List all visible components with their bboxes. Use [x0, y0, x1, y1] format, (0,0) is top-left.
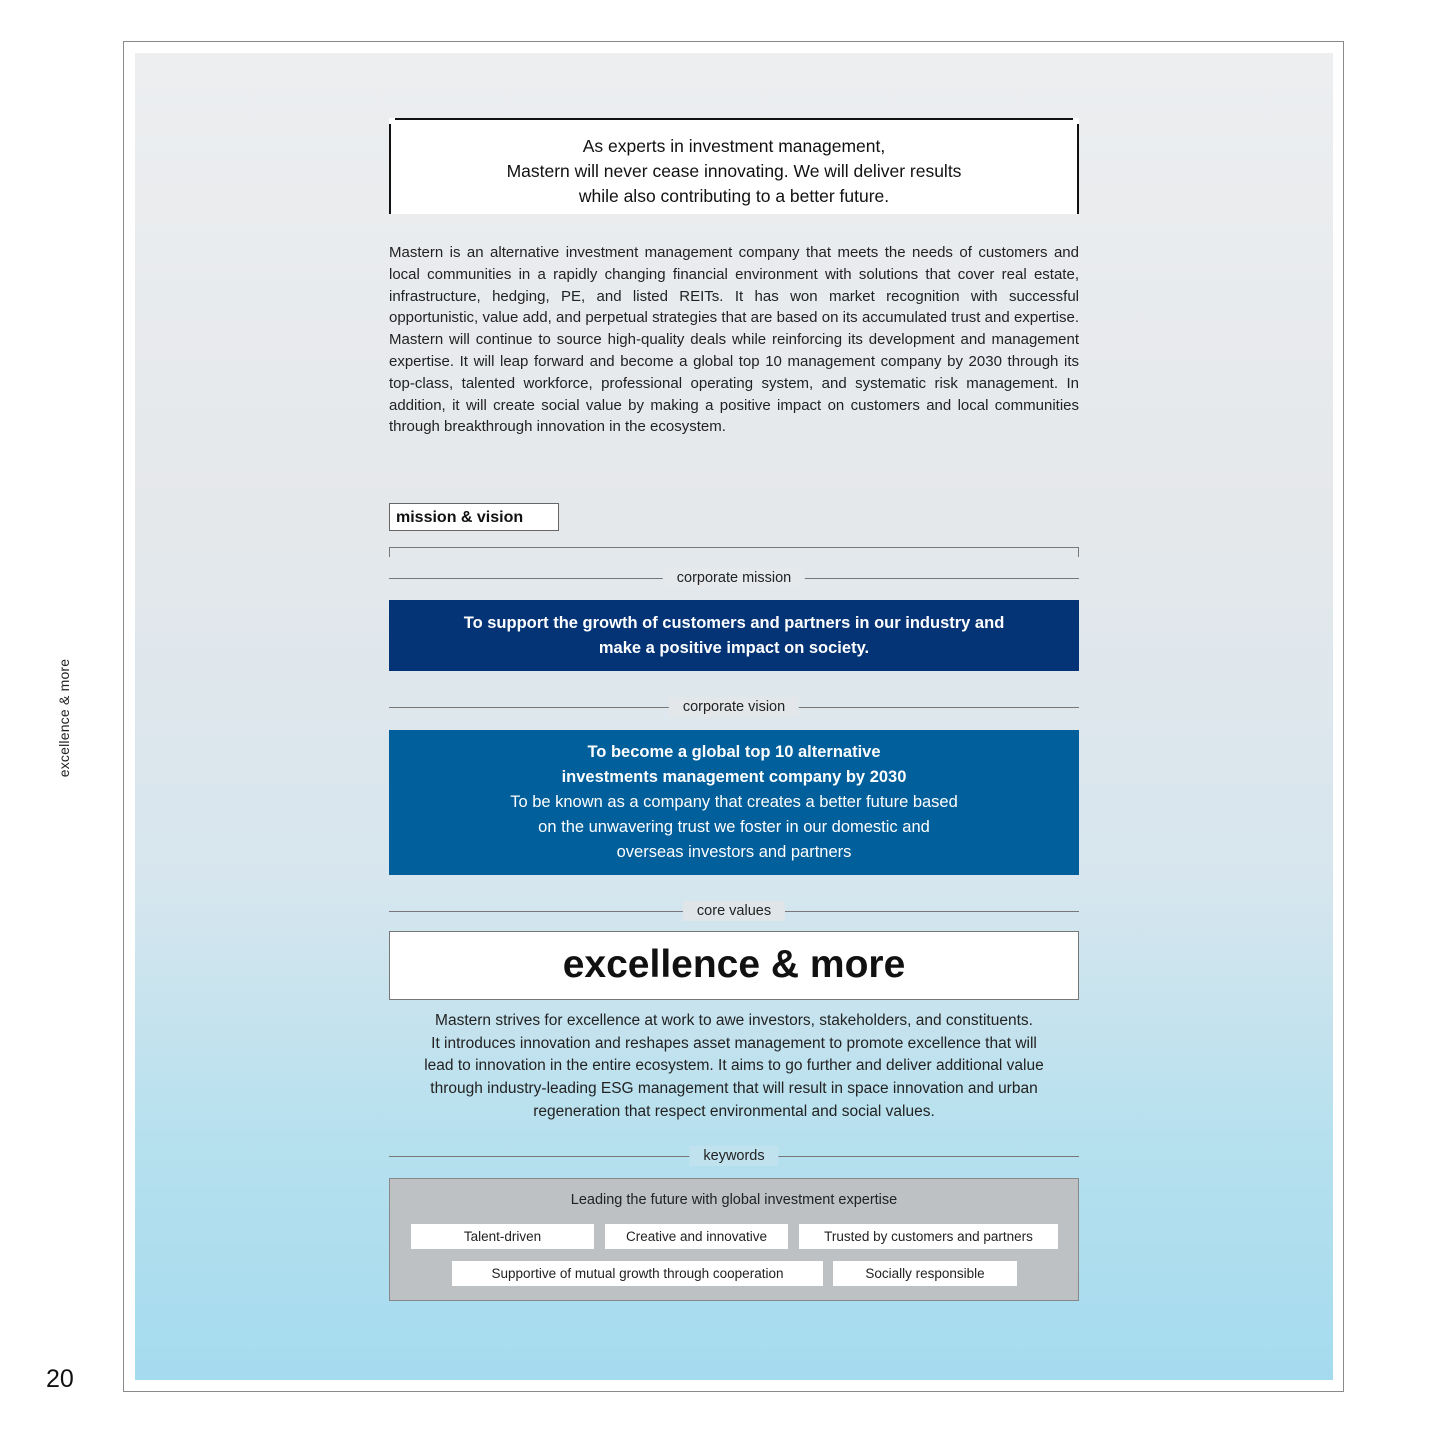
core-values-headline: excellence & more [389, 931, 1079, 1000]
quote-line-1: As experts in investment management, [582, 136, 886, 156]
core-values-divider [389, 901, 1079, 921]
keywords-divider [389, 1146, 1079, 1166]
intro-paragraph: Mastern is an alternative investment management company that meets the needs of customers and local communities in a rapidly changing financial environment with solutions that cover real estate, infrastructure, hedging, PE, and listed REITs. It has won market recognition with successful opportunistic, value add, and perpetual strategies that are based on its accumulated trust and expertise. Mastern will continue to source high-quality deals while reinforcing its development and management expertise. It will leap forward and become a global top 10 management company by 2030 through its top-class, talented workforce, professional operating system, and systematic risk management. In addition, it will create social value by making a positive impact on customers and local communities through breakthrough innovation in the ecosystem. [389, 244, 1079, 436]
vision-label: corporate vision [669, 697, 799, 717]
quote-line-2: Mastern will never cease innovating. We will deliver results [506, 161, 962, 181]
vision-divider [389, 697, 1079, 717]
quote-box [389, 118, 1079, 214]
section-bracket [389, 547, 1079, 557]
core-values-desc-3: lead to innovation in the entire ecosystem. It aims to go further and deliver additional value [424, 1057, 1044, 1075]
vision-bold-2: investments management company by 2030 [561, 768, 907, 786]
vision-line-3: overseas investors and partners [616, 843, 852, 861]
keyword-mutual-growth: Supportive of mutual growth through cooperation [452, 1261, 823, 1286]
core-values-desc-4: through industry-leading ESG management that will result in space innovation and urban [430, 1080, 1038, 1098]
keyword-socially-responsible: Socially responsible [833, 1261, 1017, 1286]
vision-line-1: To be known as a company that creates a better future based [510, 793, 958, 811]
vision-bold-1: To become a global top 10 alternative [587, 743, 881, 761]
keyword-talent-driven: Talent-driven [411, 1224, 594, 1249]
page-number: 20 [46, 1365, 74, 1393]
keywords-label: keywords [689, 1146, 778, 1166]
vision-line-2: on the unwavering trust we foster in our domestic and [538, 818, 930, 836]
keywords-heading: Leading the future with global investment expertise [570, 1192, 898, 1208]
mission-line-1: To support the growth of customers and partners in our industry and [463, 614, 1005, 632]
side-label: excellence & more [56, 658, 72, 778]
quote-text [389, 134, 1079, 209]
vision-box [389, 730, 1079, 875]
mission-label: corporate mission [663, 568, 805, 588]
quote-line-3: while also contributing to a better future. [578, 186, 890, 206]
core-values-desc-5: regeneration that respect environmental and social values. [533, 1102, 935, 1120]
mission-box [389, 600, 1079, 671]
core-values-label: core values [683, 901, 785, 921]
keyword-creative-innovative: Creative and innovative [605, 1224, 788, 1249]
mission-line-2: make a positive impact on society. [598, 639, 870, 657]
mission-divider [389, 568, 1079, 588]
quote-top-rule [395, 118, 1073, 120]
core-values-desc-2: It introduces innovation and reshapes asset management to promote excellence that will [431, 1034, 1037, 1052]
section-label: mission & vision [389, 503, 559, 531]
keyword-trusted: Trusted by customers and partners [799, 1224, 1058, 1249]
core-values-description [389, 1010, 1079, 1124]
core-values-desc-1: Mastern strives for excellence at work to awe investors, stakeholders, and constituents. [435, 1012, 1033, 1029]
keywords-box [389, 1178, 1079, 1301]
